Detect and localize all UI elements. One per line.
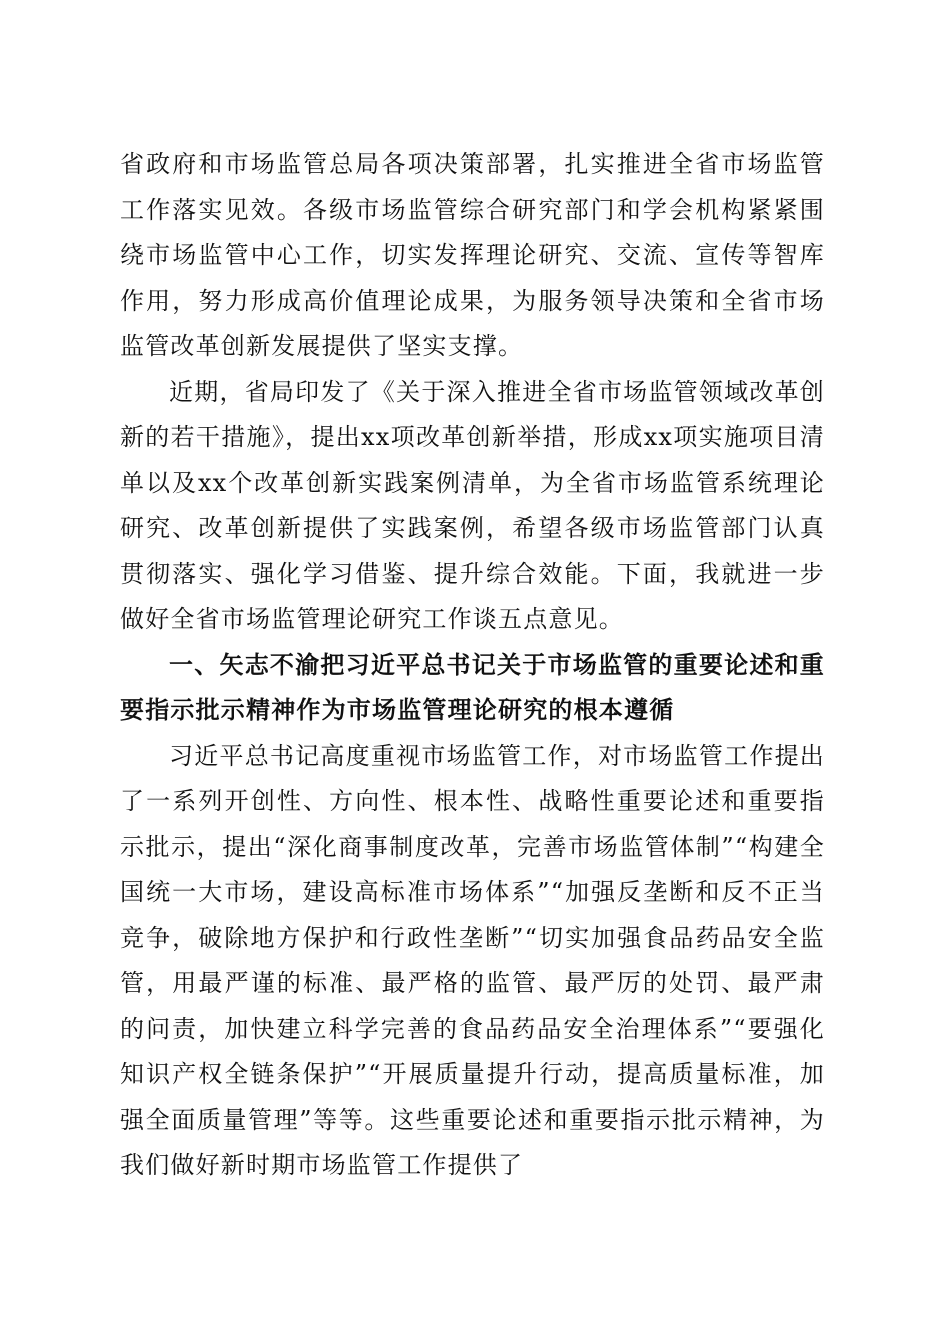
section-heading: 一、矢志不渝把习近平总书记关于市场监管的重要论述和重要指示批示精神作为市场监管理论研究的根本遵循 [120,650,825,724]
paragraph-section-body: 习近平总书记高度重视市场监管工作，对市场监管工作提出了一系列开创性、方向性、根本性、战略性重要论述和重要指示批示，提出“深化商事制度改革，完善市场监管体制”“构建全国统一大市场，建设高标准市场体系”“加强反垄断和反不正当竞争，破除地方保护和行政性垄断”“切实加强食品药品安全监管，用最严谨的标准、最严格的监管、最严厉的处罚、最严肃的问责，加快建立科学完善的食品药品安全治理体系”“要强化知识产权全链条保护”“开展质量提升行动，提高质量标准，加强全面质量管理”等等。这些重要论述和重要指示批示精神，为我们做好新时期市场监管工作提供了 [120,741,825,1179]
paragraph-recent-measures: 近期，省局印发了《关于深入推进全省市场监管领域改革创新的若干措施》，提出xx项改革创新举措，形成xx项实施项目清单以及xx个改革创新实践案例清单，为全省市场监管系统理论研究、改革创新提供了实践案例，希望各级市场监管部门认真贯彻落实、强化学习借鉴、提升综合效能。下面，我就进一步做好全省市场监管理论研究工作谈五点意见。 [120,377,825,633]
paragraph-continuation: 省政府和市场监管总局各项决策部署，扎实推进全省市场监管工作落实见效。各级市场监管综合研究部门和学会机构紧紧围绕市场监管中心工作，切实发挥理论研究、交流、宣传等智库作用，努力形成高价值理论成果，为服务领导决策和全省市场监管改革创新发展提供了坚实支撑。 [120,150,825,360]
document-body [120,142,825,1189]
